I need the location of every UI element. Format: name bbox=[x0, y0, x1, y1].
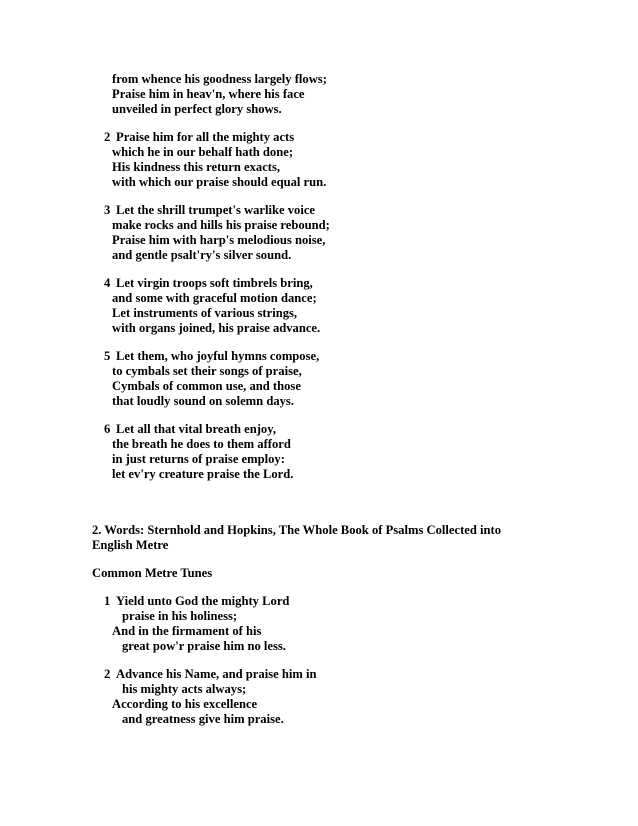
section-heading: English Metre bbox=[92, 538, 169, 552]
verse-line: Cymbals of common use, and those bbox=[112, 379, 301, 393]
verse-line: Let instruments of various strings, bbox=[112, 306, 298, 320]
verse-line: praise in his holiness; bbox=[122, 609, 238, 623]
stanza-number: 4 bbox=[104, 276, 111, 290]
verse-line: which he in our behalf hath done; bbox=[112, 145, 294, 159]
stanza-number: 3 bbox=[104, 203, 111, 217]
verse-line: Praise him in heav'n, where his face bbox=[112, 87, 305, 101]
section-heading: 2. Words: Sternhold and Hopkins, The Whole Book of Psalms Collected into bbox=[92, 523, 502, 537]
verse-line: And in the firmament of his bbox=[112, 624, 262, 638]
verse-line: Let virgin troops soft timbrels bring, bbox=[116, 276, 313, 290]
verse-line: Let the shrill trumpet's warlike voice bbox=[116, 203, 316, 217]
verse-line: in just returns of praise employ: bbox=[112, 452, 285, 466]
verse-line: make rocks and hills his praise rebound; bbox=[112, 218, 330, 232]
verse-line: his mighty acts always; bbox=[122, 682, 247, 696]
stanza-number: 2 bbox=[104, 130, 111, 144]
stanza-number: 6 bbox=[104, 422, 111, 436]
section-subheading: Common Metre Tunes bbox=[92, 566, 213, 580]
verse-line: Yield unto God the mighty Lord bbox=[116, 594, 290, 608]
verse-line: Praise him with harp's melodious noise, bbox=[112, 233, 326, 247]
verse-line: Praise him for all the mighty acts bbox=[116, 130, 295, 144]
verse-line: with which our praise should equal run. bbox=[112, 175, 327, 189]
verse-line: and some with graceful motion dance; bbox=[112, 291, 317, 305]
verse-line: His kindness this return exacts, bbox=[112, 160, 281, 174]
verse-line: great pow'r praise him no less. bbox=[122, 639, 286, 653]
verse-line: that loudly sound on solemn days. bbox=[112, 394, 294, 408]
verse-line: to cymbals set their songs of praise, bbox=[112, 364, 302, 378]
verse-line: Let them, who joyful hymns compose, bbox=[116, 349, 320, 363]
verse-line: and greatness give him praise. bbox=[122, 712, 284, 726]
verse-line: and gentle psalt'ry's silver sound. bbox=[112, 248, 292, 262]
verse-line: According to his excellence bbox=[112, 697, 258, 711]
verse-line: unveiled in perfect glory shows. bbox=[112, 102, 282, 116]
stanza-number: 5 bbox=[104, 349, 111, 363]
verse-line: Let all that vital breath enjoy, bbox=[116, 422, 276, 436]
verse-line: Advance his Name, and praise him in bbox=[116, 667, 317, 681]
verse-line: with organs joined, his praise advance. bbox=[112, 321, 321, 335]
verse-line: from whence his goodness largely flows; bbox=[112, 72, 327, 86]
stanza-number: 1 bbox=[104, 594, 111, 608]
verse-line: let ev'ry creature praise the Lord. bbox=[112, 467, 294, 481]
verse-line: the breath he does to them afford bbox=[112, 437, 291, 451]
stanza-number: 2 bbox=[104, 667, 111, 681]
